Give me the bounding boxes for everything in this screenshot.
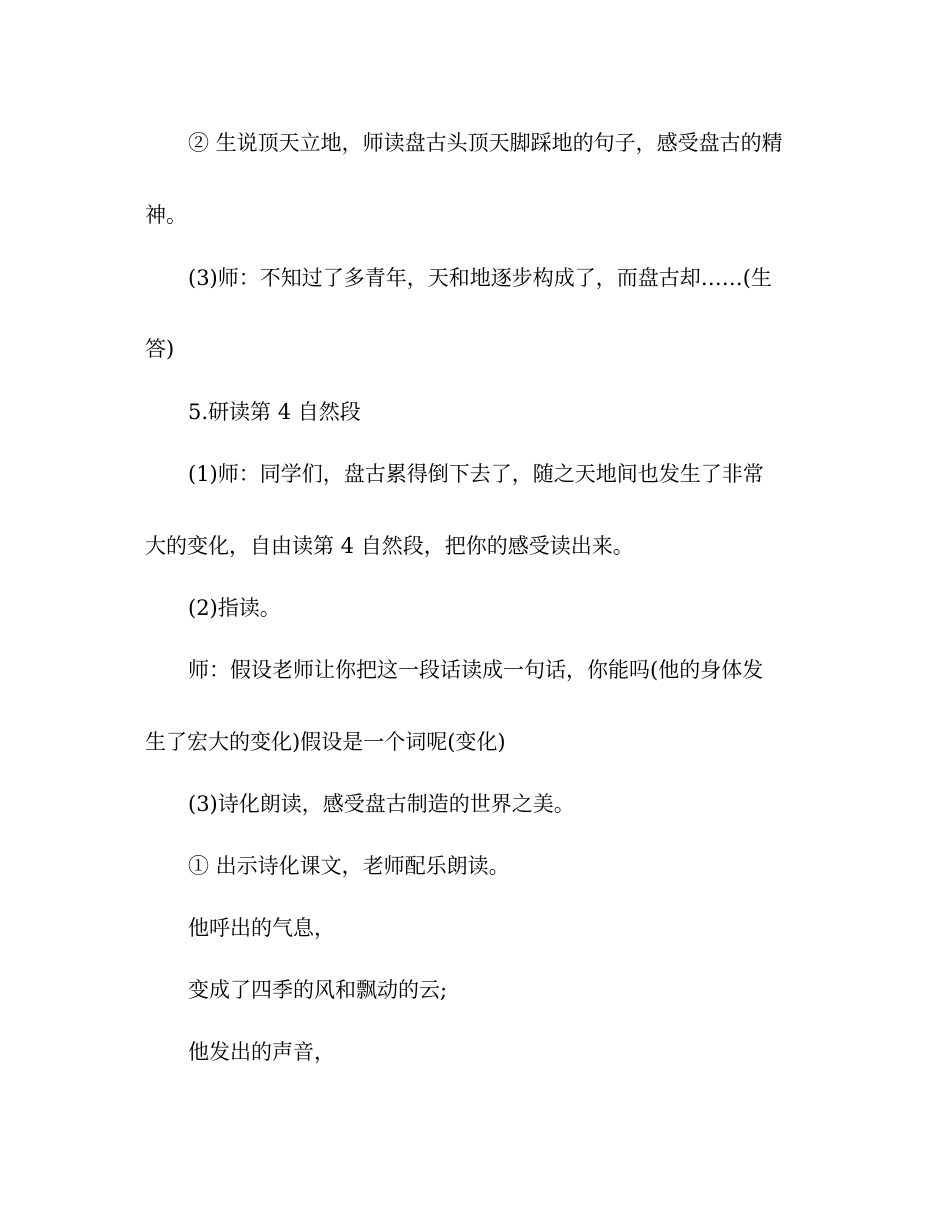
text-line-11: (3)诗化朗读，感受盘古制造的世界之美。 (188, 792, 575, 816)
text-line-10: 生了宏大的变化)假设是一个词呢(变化) (145, 730, 506, 754)
text-line-7: 大的变化，自由读第 4 自然段，把你的感受读出来。 (145, 534, 634, 558)
text-line-2: 神。 (145, 203, 187, 227)
text-line-6: (1)师：同学们，盘古累得倒下去了，随之天地间也发生了非常 (188, 462, 764, 486)
text-line-3: (3)师：不知过了多青年，天和地逐步构成了，而盘古却……(生 (188, 266, 772, 290)
text-line-8: (2)指读。 (188, 596, 281, 620)
poem-line-3: 他发出的声音， (188, 1040, 335, 1064)
poem-line-2: 变成了四季的风和飘动的云; (188, 978, 448, 1002)
text-line-1: ② 生说顶天立地，师读盘古头顶天脚踩地的句子，感受盘古的精 (188, 131, 783, 155)
poem-line-1: 他呼出的气息， (188, 916, 335, 940)
section-heading: 5.研读第 4 自然段 (188, 400, 361, 424)
text-line-12: ① 出示诗化课文，老师配乐朗读。 (188, 854, 510, 878)
text-line-9: 师：假设老师让你把这一段话读成一句话，你能吗(他的身体发 (188, 658, 764, 682)
text-line-4: 答) (145, 337, 175, 361)
